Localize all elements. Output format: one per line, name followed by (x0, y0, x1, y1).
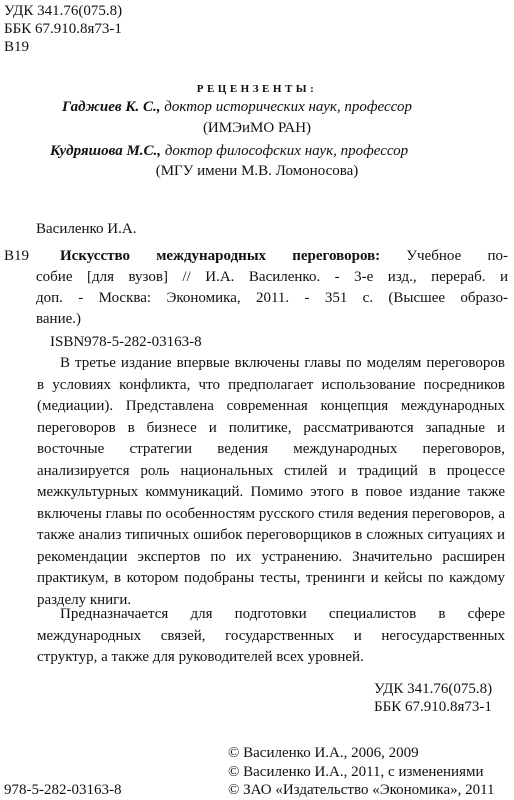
record-line-1 (60, 247, 508, 265)
reviewer-2-org: (МГУ имени М.В. Ломоносова) (155, 163, 359, 179)
purpose-paragraph: Предназначается для подготовки специалистов в сфере международных связей, государственных и негосударственных структур, а также для руководителей всех уровней. (37, 606, 505, 665)
record-line-1-rest: Учебное по- (406, 248, 508, 264)
copyright-2: © Василенко И.А., 2011, с изменениями (228, 764, 484, 780)
record-mark: В19 (4, 248, 30, 264)
udk-code-top: УДК 341.76(075.8) (4, 3, 123, 19)
isbn-bottom: 978-5-282-03163-8 (4, 782, 122, 798)
reviewer-1-name: Гаджиев К. С., (62, 99, 161, 115)
reviewer-2-desc: доктор философских наук, профессор (164, 143, 409, 159)
reviewer-2 (50, 142, 408, 160)
record-line-3: доп. - Москва: Экономика, 2011. - 351 с. (Высшее образо- (36, 290, 508, 306)
reviewer-1-desc: доктор исторических наук, профессор (164, 99, 412, 115)
udk-code-bottom: УДК 341.76(075.8) (374, 681, 493, 697)
author-name: Василенко И.А. (36, 221, 137, 237)
reviewer-1-org: (ИМЭиМО РАН) (202, 120, 312, 136)
reviewer-2-name: Кудряшова М.С., (50, 143, 162, 159)
bbk-code-top: ББК 67.910.8я73-1 (4, 21, 122, 37)
copyright-3: © ЗАО «Издательство «Экономика», 2011 (228, 782, 495, 798)
bbk-code-bottom: ББК 67.910.8я73-1 (374, 699, 492, 715)
record-line-2: собие [для вузов] // И.А. Василенко. - 3-е изд., перераб. и (36, 269, 508, 285)
reviewer-1 (62, 98, 412, 116)
record-line-4: вание.) (36, 311, 81, 327)
author-mark-top: В19 (4, 39, 30, 55)
book-title: Искусство международных переговоров: (60, 248, 381, 264)
abstract-paragraph: В третье издание впервые включены главы по моделям переговоров в условиях конфликта, что предполагает использование посредников (медиации). Представлена современная концепция международных переговоров в бизнесе и политике, рассматриваются западные и восточные стратегии ведения международных переговоров, анализируется роль национальных стилей и традиций в процессе межкультурных коммуникаций. Помимо этого в повое издание также включены главы по особенностям русского стиля ведения переговоров, а также анализ типичных ошибок переговорщиков в сложных ситуациях и рекомендации экспертов по их устранению. Значительно расширен практикум, в котором подобраны тесты, тренинги и кейсы по каждому разделу книги. (37, 355, 505, 608)
isbn-top: ISBN978-5-282-03163-8 (50, 334, 202, 350)
copyright-1: © Василенко И.А., 2006, 2009 (228, 745, 419, 761)
reviewers-heading: РЕЦЕНЗЕНТЫ: (196, 83, 318, 95)
